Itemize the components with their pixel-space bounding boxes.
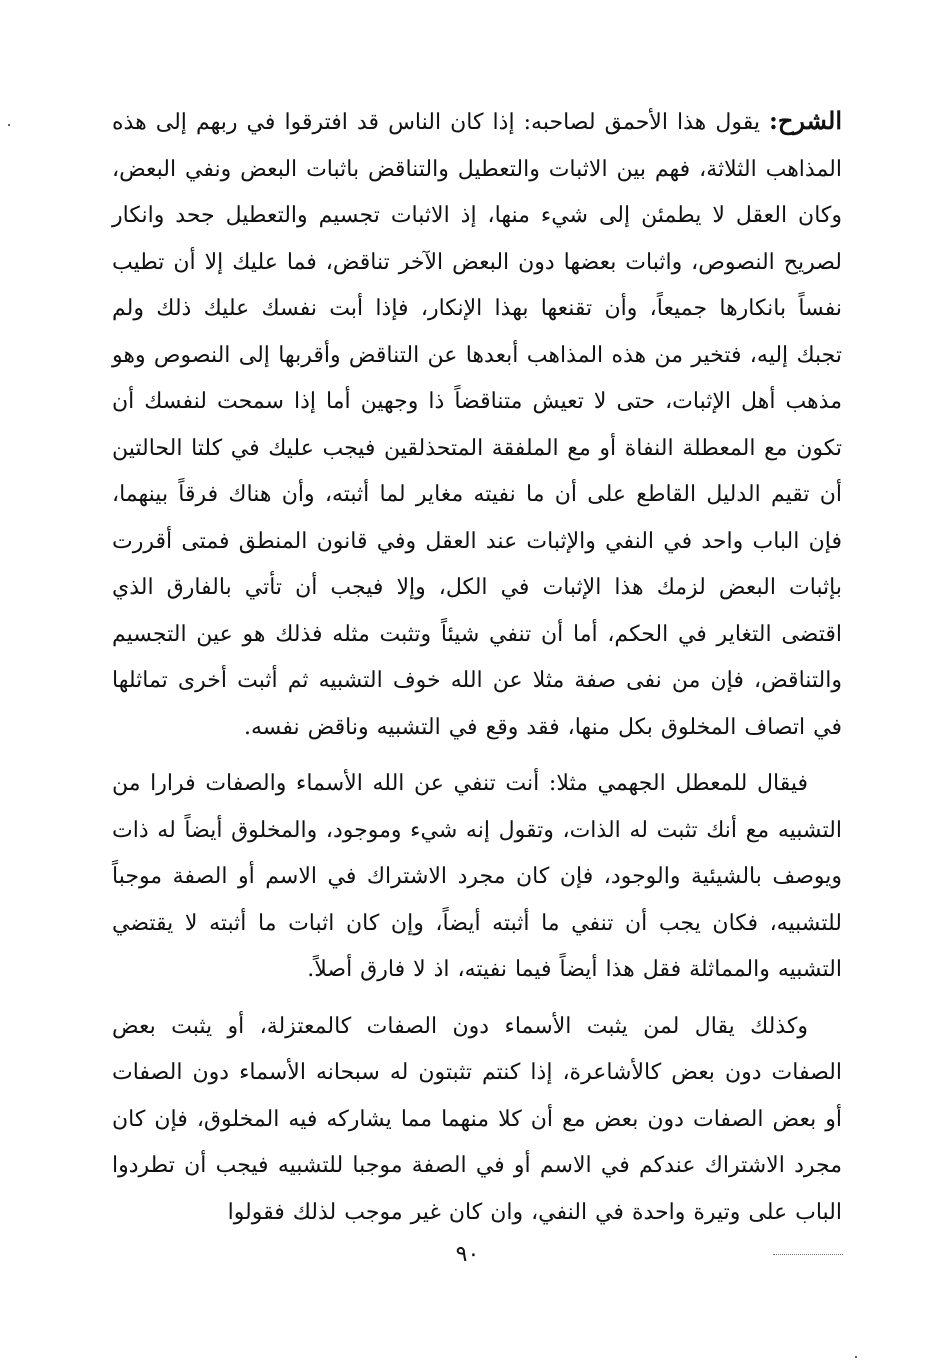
paragraph-text: وكذلك يقال لمن يثبت الأسماء دون الصفات كالمعتزلة، أو يثبت بعض الصفات دون بعض كالأشاعرة، إذا كنتم تثبتون له سبحانه الأسماء دون الصفات أو بعض الصفات دون بعض مع أن كلا منهما مما يشاركه فيه المخلوق، فإن كان مجرد الاشتراك عندكم في الاسم أو في الصفة موجبا للتشبيه فيجب أن تطردوا الباب على وتيرة واحدة في النفي، وان كان غير موجب لذلك فقولوا	[112, 1013, 842, 1225]
document-page	[112, 98, 842, 1236]
paragraph-text: فيقال للمعطل الجهمي مثلا: أنت تنفي عن الله الأسماء والصفات فرارا من التشبيه مع أنك تثبت له الذات، وتقول إنه شيء وموجود، والمخلوق أيضاً له ذات ويوصف بالشيئية والوجود، فإن كان مجرد الاشتراك في الاسم أو الصفة موجباً للتشبيه، فكان يجب أن تنفي ما أثبته أيضاً، وإن كان اثبات ما أثبته لا يقتضي التشبيه والمماثلة فقل هذا أيضاً فيما نفيته، اذ لا فارق أصلاً.	[112, 771, 842, 982]
scan-speck	[8, 124, 10, 126]
paragraph-lead-sharh: الشرح:	[769, 106, 842, 135]
paragraph-jahmi-example	[112, 761, 842, 994]
paragraph-text: يقول هذا الأحمق لصاحبه: إذا كان الناس قد افترقوا في ربهم إلى هذه المذاهب الثلاثة، فهم بين الاثبات والتعطيل والتناقض باثبات البعض ونفي البعض، وكان العقل لا يطمئن إلى شيء منها، إذ الاثبات تجسيم والتعطيل جحد وانكار لصريح النصوص، واثبات بعضها دون البعض الآخر تناقض، فما عليك إلا أن تطيب نفساً بانكارها جميعاً، وأن تقنعها بهذا الإنكار، فإذا أبت نفسك عليك ذلك ولم تجبك إليه، فتخير من هذه المذاهب أبعدها عن التناقض وأقربها إلى النصوص وهو مذهب أهل الإثبات، حتى لا تعيش متناقضاً ذا وجهين أما إذا سمحت لنفسك أن تكون مع المعطلة النفاة أو مع الملفقة المتحذلقين فيجب عليك في كلتا الحالتين أن تقيم الدليل القاطع على أن ما نفيته مغاير لما أثبته، وأن هناك فرقاً بينهما، فإن الباب واحد في النفي والإثبات عند العقل وفي قانون المنطق فمتى أقررت بإثبات البعض لزمك هذا الإثبات في الكل، وإلا فيجب أن تأتي بالفارق الذي اقتضى التغاير في الحكم، أما أن تنفي شيئاً وتثبت مثله فذلك هو عين التجسيم والتناقض، فإن من نفى صفة مثلا عن الله خوف التشبيه ثم أثبت أخرى تماثلها في اتصاف المخلوق بكل منها، فقد وقع في التشبيه وناقض نفسه.	[112, 110, 842, 740]
scan-speck	[855, 1356, 857, 1358]
paragraph-commentary	[112, 98, 842, 751]
paragraph-mutazila-example	[112, 1004, 842, 1237]
page-number: ٩٠	[455, 1242, 480, 1267]
